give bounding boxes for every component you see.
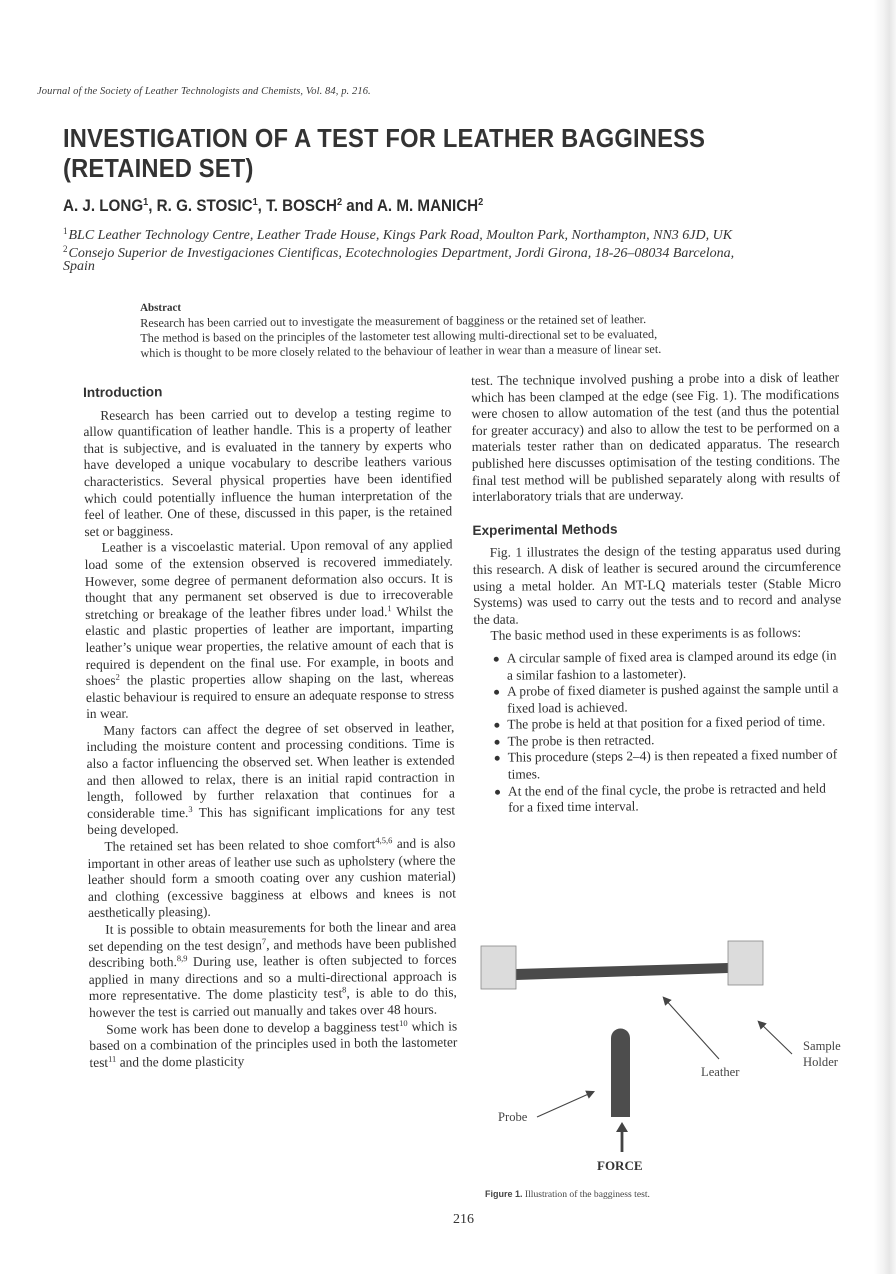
intro-paragraph-6: Some work has been done to develop a bagginess test$^{10}$ which is based on a combination of the principles used in both the lastometer test$^{11}$ and the dome plasticity	[89, 1017, 458, 1070]
author-separator: and	[342, 197, 377, 215]
author-name: A. J. LONG	[63, 197, 144, 215]
intro-paragraph-4: The retained set has been related to shoe comfort$^{4,5,6}$ and is also important in other areas of leather use such as upholstery (where the leather should form a smooth coating over any cushion material) and clothing (excessive bagginess at elbows and knees is not aesthetically pleasing).	[87, 835, 456, 921]
leather-pointer-arrow	[664, 998, 719, 1059]
probe-pointer-arrow	[537, 1092, 593, 1117]
journal-citation: Journal of the Society of Leather Technologists and Chemists, Vol. 84, p. 216.	[37, 86, 371, 97]
intro-paragraph-5: It is possible to obtain measurements for both the linear and area set depending on the test design$^7$, and methods have been published describing both.$^{8,9}$ During use, leather is often subjected to forces applied in many directions and so a multi-directional approach is more representative. The dome plasticity test$^8$, is able to do this, however the test is carried out manually and takes over 48 hours.	[88, 918, 457, 1020]
author-list	[63, 197, 483, 216]
methods-paragraph-1: Fig. 1 illustrates the design of the testing apparatus used during this research. A disk of leather is secured around the circumference using a metal holder. An MT-LQ materials tester (Stable Micro Systems) was used to carry out the tests and to record and analyse the data.	[472, 541, 842, 627]
affiliation-marker: 2	[336, 197, 343, 208]
method-steps-list	[474, 647, 844, 816]
force-arrowhead	[616, 1122, 628, 1132]
affiliation-2-continued	[63, 258, 843, 276]
sample-holder-left	[481, 946, 516, 989]
affiliation-marker: 1	[143, 197, 149, 208]
methods-paragraph-2: The basic method used in these experiments is as follows:	[490, 625, 802, 644]
method-step: The probe is held at that position for a fixed period of time.	[494, 714, 842, 734]
page-edge-shadow	[874, 0, 896, 1274]
abstract	[140, 296, 770, 361]
author-name: T. BOSCH	[266, 197, 337, 215]
citation-ref: 4,5,6	[375, 835, 393, 846]
probe-label: Probe	[498, 1110, 528, 1124]
abstract-line: which is thought to be more closely related to the behaviour of leather in wear than a measure of linear set.	[140, 341, 662, 360]
figure-caption-label: Figure 1.	[485, 1189, 523, 1199]
author-name: A. M. MANICH	[376, 197, 479, 215]
citation-ref: 8,9	[176, 953, 188, 964]
figure-caption-text: Illustration of the bagginess test.	[522, 1189, 650, 1200]
leather-label: Leather	[701, 1065, 740, 1079]
author-name: R. G. STOSIC	[156, 197, 253, 215]
intro-paragraph-2: Leather is a viscoelastic material. Upon removal of any applied load some of the extension observed is recovered immediately. However, some degree of permanent deformation also occurs. It is thought that any permanent set observed is due to irrecoverable stretching or breakage of the leather fibres under load.$^1$ Whilst the elastic and plastic properties of leather are important, imparting leather’s unique wear properties, the relative amount of each that is required is dependent on the final use. For example, in boots and shoes$^2$ the plastic properties allow shaping on the last, whereas elastic behaviour is required to ensure an adequate response to stress in wear.	[84, 536, 455, 722]
holder-pointer-arrow	[759, 1022, 792, 1054]
citation-ref: 1	[387, 602, 392, 613]
author-separator: ,	[257, 197, 267, 215]
affiliation-text: BLC Leather Technology Centre, Leather Trade House, Kings Park Road, Moulton Park, Northampton, NN3 6JD, UK	[68, 228, 733, 243]
left-column	[83, 381, 458, 1071]
figure-caption	[485, 1189, 650, 1200]
method-step: A probe of fixed diameter is pushed against the sample until a fixed load is achieved.	[494, 681, 842, 718]
method-step: This procedure (steps 2–4) is then repeated a fixed number of times.	[495, 747, 843, 784]
author-separator: ,	[148, 197, 157, 215]
intro-paragraph-3: Many factors can affect the degree of set observed in leather, including the moisture content and processing conditions. Time is also a factor influencing the observed set. When leather is extended and then allowed to relax, there is an initial rapid contraction in length, followed by further relaxation that continues for a considerable time.$^3$ This has significant implications for any test being developed.	[86, 719, 456, 838]
title-line-2: (RETAINED SET)	[63, 155, 254, 183]
page-number: 216	[453, 1212, 474, 1227]
force-label: FORCE	[597, 1158, 643, 1173]
affiliation-text: Spain	[63, 259, 95, 274]
citation-ref: 11	[108, 1053, 117, 1064]
probe-shape	[611, 1029, 630, 1118]
affiliation-number: 1	[63, 226, 68, 236]
article-title	[63, 124, 733, 184]
figure-1	[470, 925, 860, 1215]
affiliation-number: 2	[63, 244, 68, 254]
abstract-line: The method is based on the principles of the lastometer test allowing multi-directional set to be evaluated,	[140, 326, 658, 345]
intro-paragraph-1: Research has been carried out to develop a testing regime to allow quantification of leather handle. This is a property of leather that is subjective, and is evaluated in the tannery by experts who have developed a unique vocabulary to describe leathers various characteristics. Several physical properties have been identified which could potentially influence the human interpretation of the feel of leather. One of these, discussed in this paper, is the retained set or bagginess.	[83, 404, 453, 539]
sample-holder-right	[728, 941, 763, 985]
affiliation-text: Consejo Superior de Investigaciones Cientificas, Ecotechnologies Department, Jordi Girona, 18-26–08034 Barcelona,	[68, 246, 735, 261]
citation-ref: 2	[115, 671, 120, 682]
abstract-heading: Abstract	[140, 301, 182, 314]
citation-ref: 8	[342, 984, 347, 995]
introduction-heading: Introduction	[83, 384, 163, 400]
method-step: At the end of the final cycle, the probe is retracted and held for a fixed time interval.	[495, 780, 843, 817]
sample-holder-label: Sample Holder	[803, 1039, 841, 1069]
right-column	[471, 369, 843, 816]
bagginess-test-diagram	[470, 925, 860, 1215]
citation-ref: 7	[261, 935, 267, 946]
methods-heading: Experimental Methods	[472, 521, 618, 538]
citation-ref: 10	[399, 1017, 408, 1028]
title-line-1: INVESTIGATION OF A TEST FOR LEATHER BAGGINESS	[63, 125, 706, 153]
method-step: The probe is then retracted.	[494, 730, 842, 750]
abstract-line: Research has been carried out to investigate the measurement of bagginess or the retained set of leather.	[140, 312, 647, 330]
affiliation-marker: 1	[252, 197, 258, 208]
leather-sample-bar	[516, 963, 728, 980]
affiliation-marker: 2	[478, 197, 484, 208]
citation-ref: 3	[188, 803, 193, 814]
method-step: A circular sample of fixed area is clamped around its edge (in a similar fashion to a lastometer).	[494, 647, 842, 684]
intro-paragraph-6-continued: test. The technique involved pushing a probe into a disk of leather which has been clamped at the edge (see Fig. 1). The modifications were chosen to allow automation of the test (and thus the potential for greater accuracy) and also to allow the test to be performed on a materials tester rather than on dedicated apparatus. The research published here discusses optimisation of the testing conditions. The final test method will be published separately along with results of interlaboratory trials that are underway.	[471, 369, 841, 505]
